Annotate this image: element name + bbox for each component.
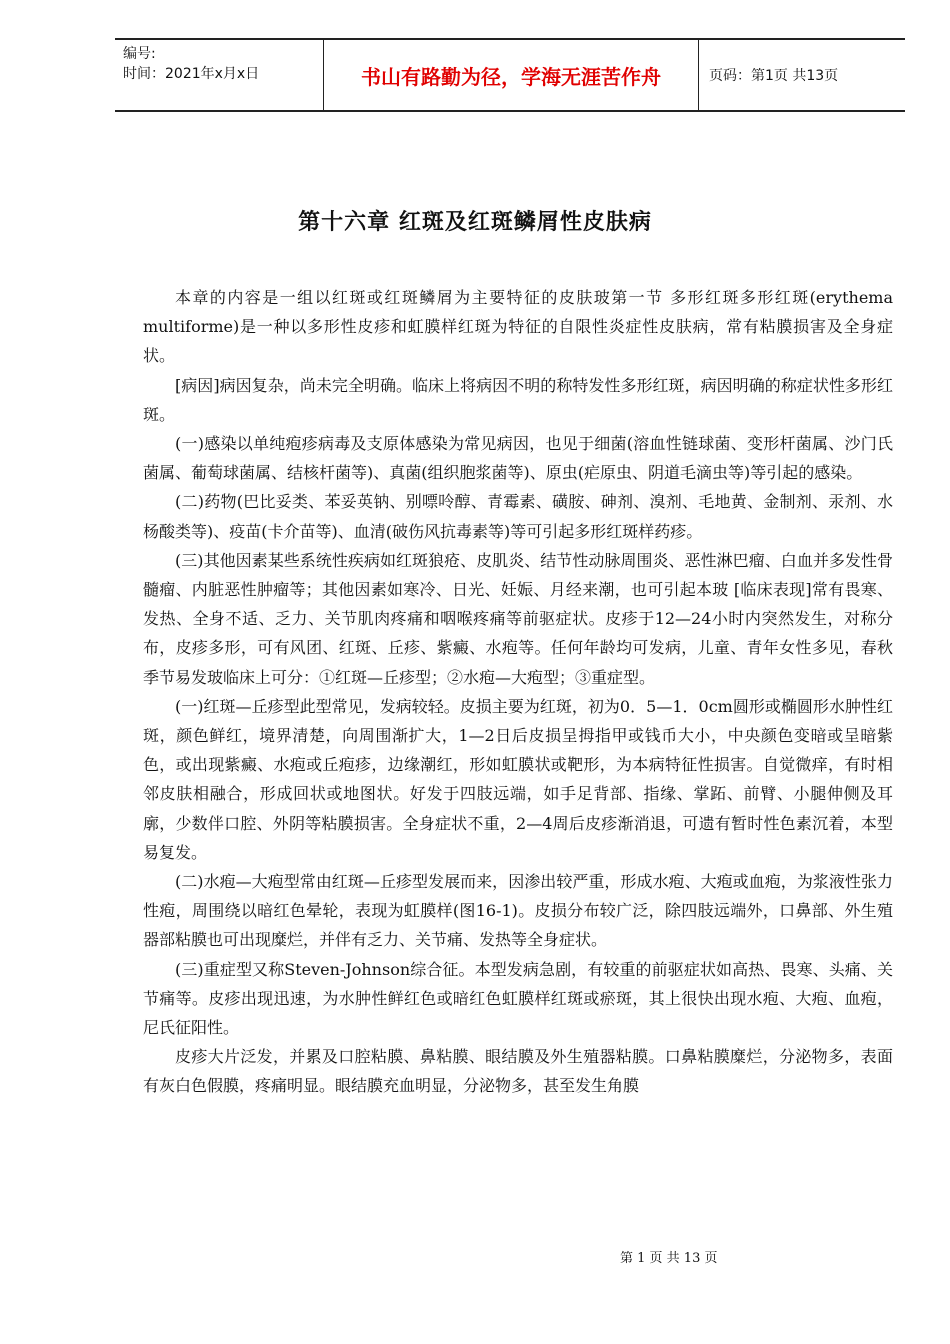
paragraph: (一)红斑—丘疹型此型常见，发病较轻。皮损主要为红斑，初为0．5—1．0cm圆形或椭圆形水肿性红斑，颜色鲜红，境界清楚，向周围渐扩大，1—2日后皮损呈拇指甲或钱币大小，中央颜色变暗或呈暗紫色，或出现紫癜、水疱或丘疱疹，边缘潮红，形如虹膜状或靶形，为本病特征性损害。自觉微痒，有时相邻皮肤相融合，形成回状或地图状。好发于四肢远端，如手足背部、指缘、掌跖、前臂、小腿伸侧及耳廓，少数伴口腔、外阴等粘膜损害。全身症状不重，2—4周后皮疹渐消退，可遗有暂时性色素沉着，本型易复发。 bbox=[143, 696, 893, 862]
paragraph: (三)重症型又称Steven-Johnson综合征。本型发病急剧，有较重的前驱症状如高热、畏寒、头痛、关节痛等。皮疹出现迅速，为水肿性鲜红色或暗红色虹膜样红斑或瘀斑，其上很快出现水疱、大疱、血疱，尼氏征阳性。 bbox=[143, 959, 893, 1038]
document-number-label: 编号: bbox=[123, 46, 156, 62]
paragraph: (一)感染以单纯疱疹病毒及支原体感染为常见病因，也见于细菌(溶血性链球菌、变形杆菌属、沙门氏菌属、葡萄球菌属、结核杆菌等)、真菌(组织胞浆菌等)、原虫(疟原虫、阴道毛滴虫等)等引起的感染。 bbox=[143, 434, 893, 483]
paragraph: (二)药物(巴比妥类、苯妥英钠、别嘌呤醇、青霉素、磺胺、砷剂、溴剂、毛地黄、金制剂、汞剂、水杨酸类等)、疫苗(卡介苗等)、血清(破伤风抗毒素等)等可引起多形红斑样药疹。 bbox=[143, 492, 893, 541]
page-footer: 第 1 页 共 13 页 bbox=[620, 1251, 718, 1266]
paragraph: (二)水疱—大疱型常由红斑—丘疹型发展而来，因渗出较严重，形成水疱、大疱或血疱，为浆液性张力性疱，周围绕以暗红色晕轮，表现为虹膜样(图16-1)。皮损分布较广泛，除四肢远端外，口鼻部、外生殖器部粘膜也可出现糜烂，并伴有乏力、关节痛、发热等全身症状。 bbox=[143, 872, 893, 950]
paragraph: (三)其他因素某些系统性疾病如红斑狼疮、皮肌炎、结节性动脉周围炎、恶性淋巴瘤、白血并多发性骨髓瘤、内脏恶性肿瘤等；其他因素如寒冷、日光、妊娠、月经来潮，也可引起本玻 [临床表现]常有畏寒、发热、全身不适、乏力、关节肌肉疼痛和咽喉疼痛等前驱症状。皮疹于12—24小时内突然发生，对称分布，皮疹多形，可有风团、红斑、丘疹、紫癜、水疱等。任何年龄均可发病，儿童、青年女性多见，春秋季节易发玻临床上可分：①红斑—丘疹型；②水疱—大疱型；③重症型。 bbox=[143, 550, 893, 687]
body-text bbox=[143, 283, 893, 1101]
header-motto: 书山有路勤为径，学海无涯苦作舟 bbox=[324, 40, 699, 110]
header-page-info: 页码：第1页 共13页 bbox=[709, 68, 839, 84]
header-meta bbox=[115, 40, 324, 110]
paragraph: [病因]病因复杂，尚未完全明确。临床上将病因不明的称特发性多形红斑，病因明确的称症状性多形红斑。 bbox=[143, 375, 893, 424]
paragraph: 本章的内容是一组以红斑或红斑鳞屑为主要特征的皮肤玻第一节 多形红斑多形红斑(erythema multiforme)是一种以多形性皮疹和虹膜样红斑为特征的自限性炎症性皮肤病，常有粘膜损害及全身症状。 bbox=[143, 288, 893, 366]
page-header bbox=[115, 38, 905, 112]
paragraph: 皮疹大片泛发，并累及口腔粘膜、鼻粘膜、眼结膜及外生殖器粘膜。口鼻粘膜糜烂，分泌物多，表面有灰白色假膜，疼痛明显。眼结膜充血明显，分泌物多，甚至发生角膜 bbox=[143, 1047, 893, 1096]
chapter-title: 第十六章 红斑及红斑鳞屑性皮肤病 bbox=[298, 210, 652, 235]
document-time: 时间：2021年x月x日 bbox=[123, 66, 260, 82]
